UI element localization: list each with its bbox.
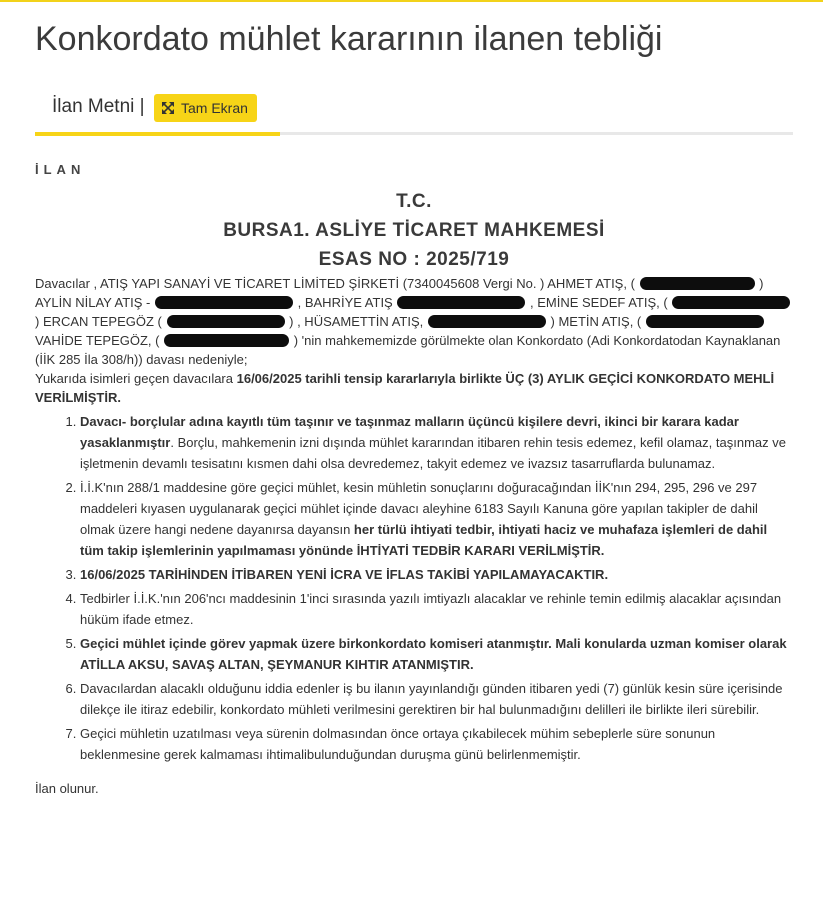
- item-text: Tedbirler İ.İ.K.'nın 206'ncı maddesinin 1'inci sırasında yazılı imtiyazlı alacaklar ve rehinle temin edilmiş alacaklar açısından hüküm ifade etmez.: [80, 591, 782, 627]
- redacted-id: [164, 334, 289, 347]
- item-text: Geçici mühletin uzatılması veya sürenin dolmasından önce ortaya çıkabilecek mühim sebeplerle süre sonunun beklenmesine gerek kalmaması ihtimalibulunduğundan duruşma günü belirlenmemiştir.: [80, 726, 716, 762]
- redacted-id: [167, 315, 285, 328]
- announcement-document: [35, 160, 793, 798]
- decision-items-list: [35, 411, 793, 765]
- expand-arrows-icon: [161, 101, 175, 115]
- redacted-id: [155, 296, 293, 309]
- intro-text: VAHİDE TEPEGÖZ, (: [35, 333, 160, 348]
- redacted-id: [672, 296, 790, 309]
- item-bold-text: Geçici mühlet içinde görev yapmak üzere birkonkordato komiseri atanmıştır. Mali konularda uzman komiser olarak ATİLLA AKSU, SAVAŞ ALTAN, ŞEYMANUR KIHTIR ATANMIŞTIR.: [80, 636, 787, 672]
- item-text: İ.İ.K'nın 288/1 maddesine göre geçici mühlet, kesin mühletin sonuçlarını doğuracağından İİK'nın 294, 295, 296 ve 297 maddeleri kıyasen uygulanarak geçici mühlet içinde davacı aleyhine 6183 Sayılı Kanuna göre yapılan takipler de dahil olmak üzere hangi nedene dayanırsa dayansın: [80, 480, 758, 537]
- list-item: [80, 564, 793, 585]
- intro-text: , EMİNE SEDEF ATIŞ, (: [529, 295, 668, 310]
- list-item: [80, 723, 793, 765]
- list-item: [80, 588, 793, 630]
- list-item: [80, 678, 793, 720]
- redacted-id: [640, 277, 755, 290]
- intro-text: ) , HÜSAMETTİN ATIŞ,: [289, 314, 424, 329]
- page-title: Konkordato mühlet kararının ilanen tebliği: [35, 20, 663, 58]
- item-text: Davacılardan alacaklı olduğunu iddia edenler iş bu ilanın yayınlandığı günden itibaren yedi (7) günlük kesin süre içerisinde dilekçe ile itiraz edebilir, konkordato mühleti verilmesini gerektiren bir hal bulunmadığını delilleri ile birlikte ileri sürebilir.: [80, 681, 783, 717]
- fullscreen-button-label: Tam Ekran: [181, 100, 248, 116]
- intro-text: Davacılar , ATIŞ YAPI SANAYİ VE TİCARET LİMİTED ŞİRKETİ (7340045608 Vergi No. ) AHMET ATIŞ, (: [35, 276, 635, 291]
- decision-text: Yukarıda isimleri geçen davacılara: [35, 371, 237, 386]
- redacted-id: [397, 296, 525, 309]
- item-bold-text: Davacı- borçlular adına kayıtlı tüm taşınır ve taşınmaz malların üçüncü kişilere devri, ikinci bir karara kadar yasaklanmıştır: [80, 414, 739, 450]
- redacted-id: [646, 315, 764, 328]
- intro-text: ) ERCAN TEPEGÖZ (: [35, 314, 162, 329]
- redacted-id: [428, 315, 546, 328]
- announcement-heading: İLAN: [35, 162, 86, 177]
- intro-text: , BAHRİYE ATIŞ: [297, 295, 393, 310]
- tab-ilan-metni[interactable]: İlan Metni |: [52, 96, 145, 117]
- header-case-number: ESAS NO : 2025/719: [318, 249, 510, 270]
- tab-bar: [35, 92, 793, 137]
- intro-text: ) METİN ATIŞ, (: [550, 314, 642, 329]
- list-item: [80, 633, 793, 675]
- decision-bold-text: 16/06/2025 tarihli tensip kararlarıyla birlikte ÜÇ (3) AYLIK GEÇİCİ KONKORDATO MEHLİ VERİLMİŞTİR.: [35, 371, 775, 405]
- item-text: . Borçlu, mahkemenin izni dışında mühlet kararından itibaren rehin tesis edemez, kefil olamaz, taşınmaz ve işletmenin devamlı tesisatını kısmen dahi olsa devredemez, takyit edemez ve ivazsız tasarruflarda bulunamaz.: [80, 435, 786, 471]
- header-republic: T.C.: [396, 191, 432, 212]
- closing-text: İlan olunur.: [35, 781, 99, 796]
- list-item: [80, 411, 793, 474]
- intro-text: ) AYLİN NİLAY ATIŞ -: [35, 276, 764, 310]
- decision-paragraph: [35, 369, 793, 407]
- list-item: [80, 477, 793, 561]
- intro-paragraph: [35, 274, 793, 369]
- active-tab-indicator: [35, 132, 280, 136]
- fullscreen-button[interactable]: [154, 94, 257, 122]
- item-bold-text: her türlü ihtiyati tedbir, ihtiyati haciz ve muhafaza işlemleri de dahil tüm takip işlemlerinin yapılmaması yönünde İHTİYATİ TEDBİR KARARI VERİLMİŞTİR.: [80, 522, 768, 558]
- intro-text: ) 'nin mahkememizde görülmekte olan Konkordato (Adi Konkordatodan Kaynaklanan (İİK 285 İla 308/h)) davası nedeniyle;: [35, 333, 781, 367]
- item-bold-text: 16/06/2025 TARİHİNDEN İTİBAREN YENİ İCRA VE İFLAS TAKİBİ YAPILAMAYACAKTIR.: [80, 567, 609, 582]
- header-court: BURSA1. ASLİYE TİCARET MAHKEMESİ: [223, 220, 605, 241]
